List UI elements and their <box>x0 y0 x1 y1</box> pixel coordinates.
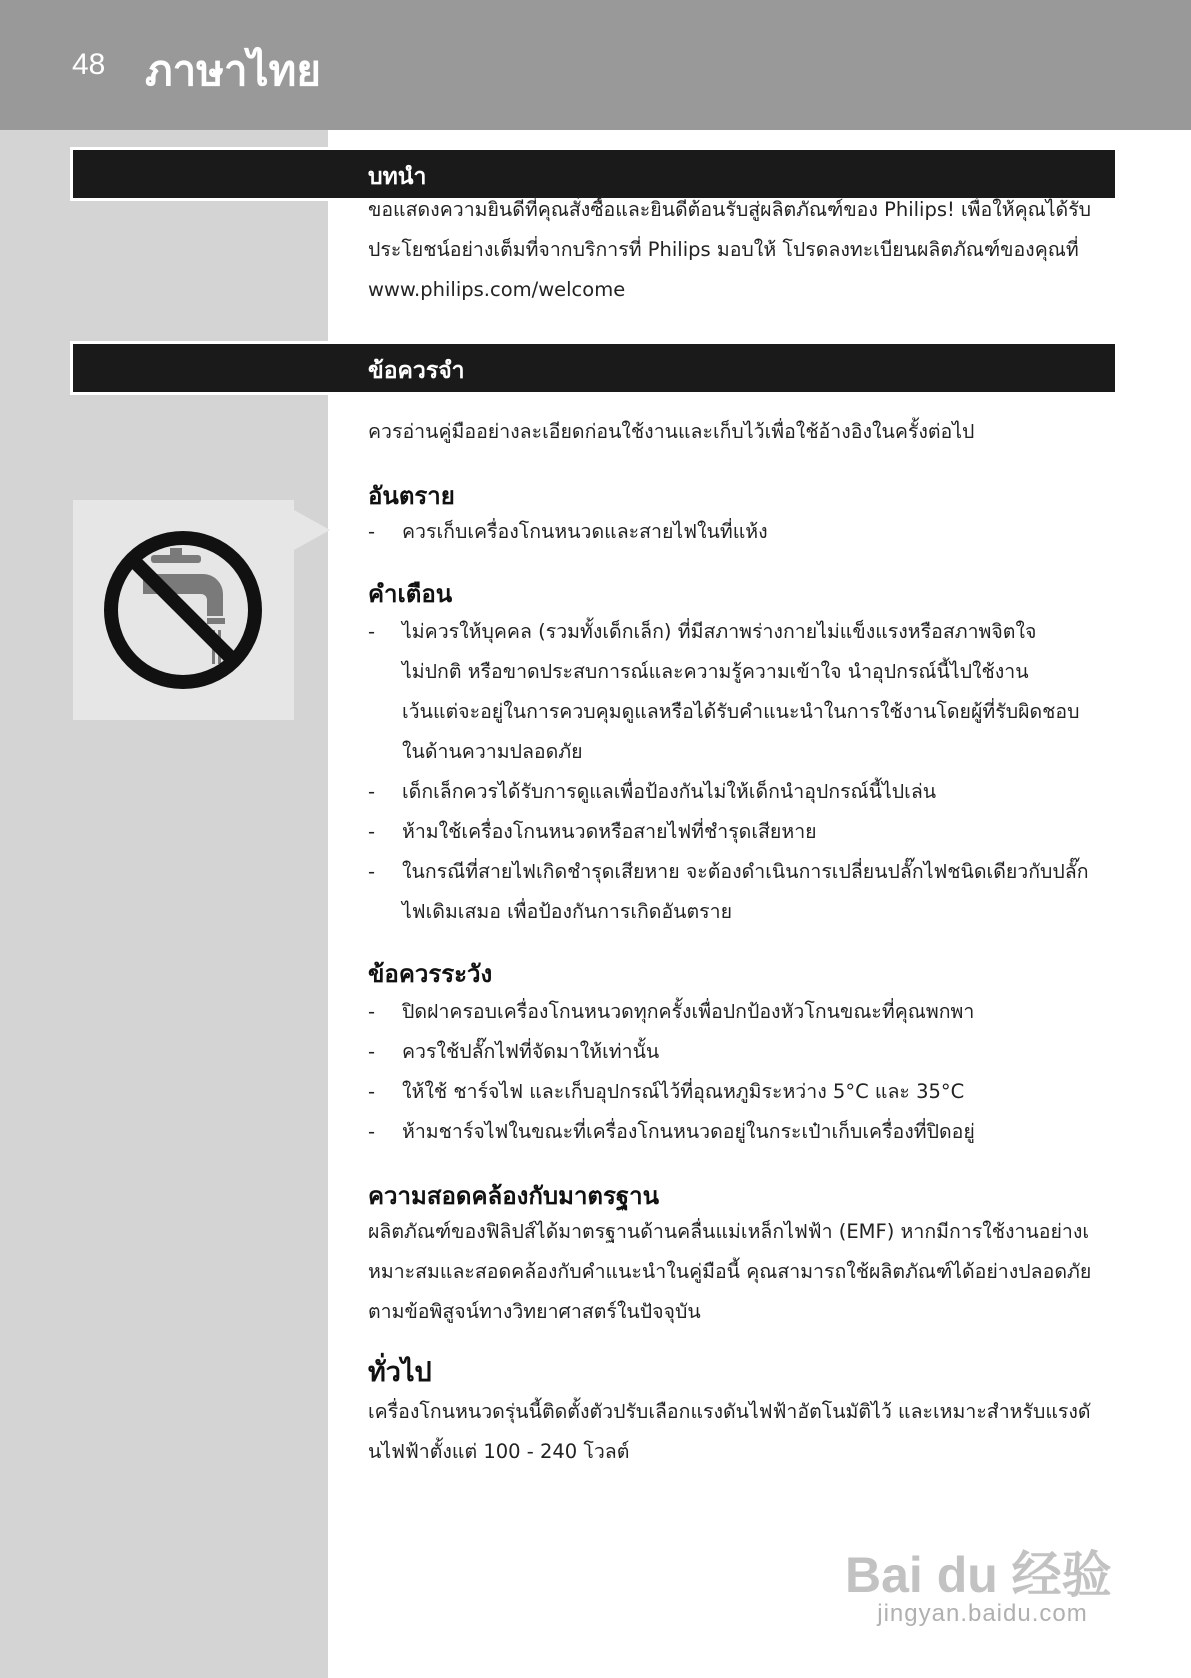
compliance-heading: ความสอดคล้องกับมาตรฐาน <box>368 1182 660 1210</box>
page-language-title: ภาษาไทย <box>145 46 321 95</box>
list-item: - ควรใช้ปลั๊กไฟที่จัดมาให้เท่านั้น <box>368 1032 1114 1072</box>
list-item: - ปิดฝาครอบเครื่องโกนหนวดทุกครั้งเพื่อปกป้องหัวโกนขณะที่คุณพกพา <box>368 992 1114 1032</box>
list-item: - ห้ามชาร์จไฟในขณะที่เครื่องโกนหนวดอยู่ในกระเป๋าเก็บเครื่องที่ปิดอยู่ <box>368 1112 1114 1152</box>
list-item-line: - ในกรณีที่สายไฟเกิดชำรุดเสียหาย จะต้องดำเนินการเปลี่ยนปลั๊กไฟชนิดเดียวกับปลั๊ก <box>402 860 1089 883</box>
list-item <box>368 772 1114 812</box>
list-item <box>368 612 1114 772</box>
section-title-important: ข้อควรจำ <box>368 358 465 384</box>
list-item-line: ไม่ปกติ หรือขาดประสบการณ์และความรู้ความเข้าใจ นำอุปกรณ์นี้ไปใช้งาน <box>402 660 1029 683</box>
list-item-line: เว้นแต่จะอยู่ในการควบคุมดูแลหรือได้รับคำแนะนำในการใช้งานโดยผู้ที่รับผิดชอบ <box>402 700 1080 723</box>
caution-list <box>368 992 1114 1152</box>
warning-list <box>368 612 1114 932</box>
section-title-intro: บทนำ <box>368 164 427 190</box>
warning-icon-box <box>73 500 294 720</box>
general-line: เครื่องโกนหนวดรุ่นนี้ติดตั้งตัวปรับเลือกแรงดันไฟฟ้าอัตโนมัติไว้ และเหมาะสำหรับแรงดั <box>368 1400 1091 1423</box>
warning-heading: คำเตือน <box>368 580 453 608</box>
list-item <box>368 852 1114 932</box>
compliance-line: ตามข้อพิสูจน์ทางวิทยาศาสตร์ในปัจจุบัน <box>368 1300 701 1323</box>
general-heading: ทั่วไป <box>368 1357 432 1388</box>
compliance-paragraph <box>368 1212 1114 1332</box>
list-item-line: - ไม่ควรให้บุคคล (รวมทั้งเด็กเล็ก) ที่มีสภาพร่างกายไม่แข็งแรงหรือสภาพจิตใจ <box>402 620 1037 643</box>
list-item-line: ในด้านความปลอดภัย <box>402 740 583 763</box>
list-item-line: ไฟเดิมเสมอ เพื่อป้องกันการเกิดอันตราย <box>402 900 733 923</box>
baidu-watermark-logo: Bai du 经验 <box>845 1547 1112 1603</box>
list-item: - ให้ใช้ ชาร์จไฟ และเก็บอุปกรณ์ไว้ที่อุณหภูมิระหว่าง 5°C และ 35°C <box>368 1072 1114 1112</box>
list-item <box>368 812 1114 852</box>
intro-line: ขอแสดงความยินดีที่คุณสั่งซื้อและยินดีต้อนรับสู่ผลิตภัณฑ์ของ Philips! เพื่อให้คุณได้รับ <box>368 198 1092 221</box>
intro-paragraph <box>368 190 1114 310</box>
list-item-line: - ห้ามใช้เครื่องโกนหนวดหรือสายไฟที่ชำรุดเสียหาย <box>402 820 817 843</box>
danger-list <box>368 512 1114 552</box>
list-item: - ควรเก็บเครื่องโกนหนวดและสายไฟในที่แห้ง <box>368 512 1114 552</box>
intro-line: ประโยชน์อย่างเต็มที่จากบริการที่ Philips มอบให้ โปรดลงทะเบียนผลิตภัณฑ์ของคุณที่ <box>368 238 1079 261</box>
baidu-watermark-url: jingyan.baidu.com <box>877 1600 1088 1627</box>
intro-line-url: www.philips.com/welcome <box>368 278 626 301</box>
caution-heading: ข้อควรระวัง <box>368 960 493 988</box>
no-water-tap-icon <box>73 500 294 720</box>
page-number: 48 <box>72 48 106 81</box>
general-line: นไฟฟ้าตั้งแต่ 100 - 240 โวลต์ <box>368 1440 630 1463</box>
important-intro <box>368 412 1114 452</box>
list-item-line: - เด็กเล็กควรได้รับการดูแลเพื่อป้องกันไม่ให้เด็กนำอุปกรณ์นี้ไปเล่น <box>402 780 937 803</box>
general-paragraph <box>368 1392 1114 1472</box>
compliance-line: ผลิตภัณฑ์ของฟิลิปส์ได้มาตรฐานด้านคลื่นแม่เหล็กไฟฟ้า (EMF) หากมีการใช้งานอย่างเ <box>368 1220 1090 1243</box>
important-intro-line: ควรอ่านคู่มืออย่างละเอียดก่อนใช้งานและเก็บไว้เพื่อใช้อ้างอิงในครั้งต่อไป <box>368 420 975 443</box>
compliance-line: หมาะสมและสอดคล้องกับคำแนะนำในคู่มือนี้ คุณสามารถใช้ผลิตภัณฑ์ได้อย่างปลอดภัย <box>368 1260 1092 1283</box>
danger-heading: อันตราย <box>368 482 455 510</box>
section-bar-important <box>73 344 1115 392</box>
